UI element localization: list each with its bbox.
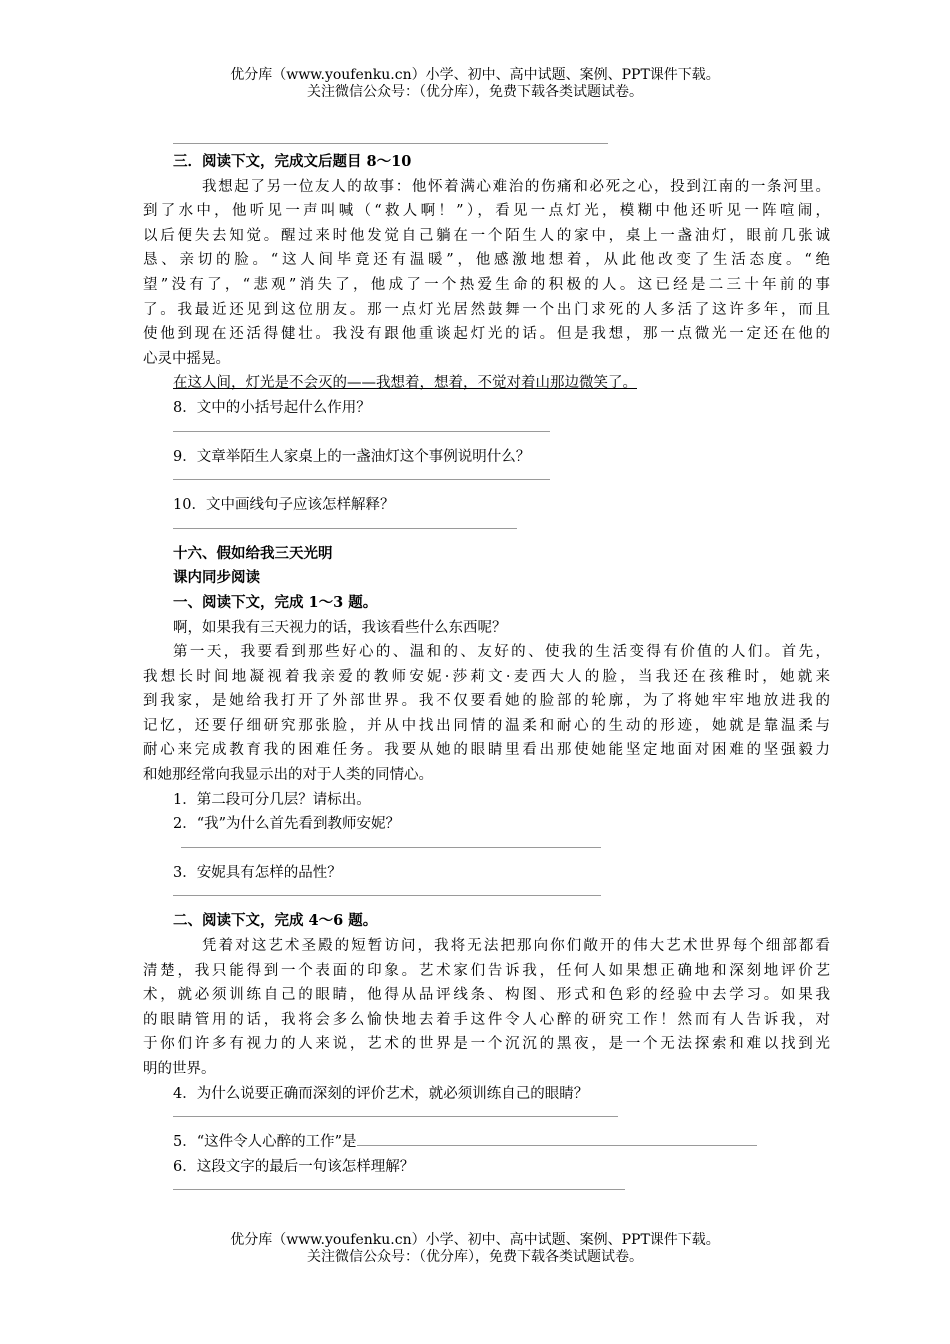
part2-line: 术，就必须训练自己的眼睛，他得从品评线条、构图、形式和色彩的经验中去学习。如果我 — [143, 987, 830, 1004]
question-5 — [173, 1130, 830, 1155]
question-10: 10．文中画线句子应该怎样解释？ — [173, 497, 395, 514]
part2-line: 明的世界。 — [143, 1061, 216, 1077]
part1-line: 到我家，是她给我打开了外部世界。我不仅要看她的脸部的轮廓，为了将她牢牢地放进我的 — [143, 693, 830, 710]
header-line-2: 关注微信公众号：（优分库），免费下载各类试题试卷。 — [307, 84, 643, 100]
question-8: 8．文中的小括号起什么作用？ — [173, 399, 371, 416]
part2-line: 的眼睛管用的话，我将会多么愉快地去着手这件令人心醉的研究工作！然而有人告诉我，对 — [143, 1011, 830, 1028]
section3-line: 望”没有了，“悲观”消失了，他成了一个热爱生命的积极的人。这已经是二三十年前的事 — [143, 276, 830, 293]
top-rule — [173, 143, 608, 144]
answer-line-8[interactable] — [173, 421, 550, 432]
section3-line: 了。我最近还见到这位朋友。那一点灯光居然鼓舞一个出门求死的人多活了这许多年，而且 — [143, 301, 830, 318]
answer-line-2[interactable] — [181, 837, 601, 848]
part1-line: 和她那经常向我显示出的对于人类的同情心。 — [143, 767, 433, 784]
question-6: 6．这段文字的最后一句该怎样理解？ — [173, 1158, 415, 1175]
main-content — [143, 150, 830, 1203]
question-5-text: 5．“这件令人心醉的工作”是 — [173, 1134, 357, 1151]
question-3: 3．安妮具有怎样的品性？ — [173, 864, 342, 881]
chapter-subtitle: 课内同步阅读 — [173, 569, 260, 587]
answer-line-9[interactable] — [173, 469, 550, 480]
question-9: 9．文章举陌生人家桌上的一盏油灯这个事例说明什么？ — [173, 448, 531, 465]
underlined-sentence: 在这人间，灯光是不会灭的——我想着，想着，不觉对着山那边微笑了。 — [173, 375, 637, 392]
part2-line: 清楚，我只能得到一个表面的印象。艺术家们告诉我，任何人如果想正确地和深刻地评价艺 — [143, 962, 830, 979]
question-1: 1．第二段可分几层？请标出。 — [173, 791, 371, 808]
page-footer — [0, 1232, 950, 1266]
answer-line-10[interactable] — [173, 518, 517, 529]
header-line-1: 优分库（www.youfenku.cn）小学、初中、高中试题、案例、PPT课件下载。 — [230, 67, 720, 83]
part1-line: 我想长时间地凝视着我亲爱的教师安妮·莎莉文·麦西大人的脸，当我还在孩稚时，她就来 — [143, 668, 830, 685]
section3-line: 心灵中摇晃。 — [143, 350, 230, 367]
part2-line: 于你们许多有视力的人来说，艺术的世界是一个沉沉的黑夜，是一个无法探索和难以找到光 — [143, 1036, 830, 1053]
footer-line-2: 关注微信公众号：（优分库），免费下载各类试题试卷。 — [307, 1249, 643, 1265]
section3-line: 使他到现在还活得健壮。我没有跟他重谈起灯光的话。但是我想，那一点微光一定还在他的 — [143, 326, 830, 343]
part1-line: 耐心来完成教育我的困难任务。我要从她的眼睛里看出那使她能坚定地面对困难的坚强毅力 — [143, 742, 830, 759]
part1-line: 记忆，还要仔细研究那张脸，并从中找出同情的温柔和耐心的生动的形迹，她就是靠温柔与 — [143, 717, 830, 734]
part2-heading: 二、阅读下文，完成 4～6 题。 — [173, 912, 378, 930]
page-header — [0, 67, 950, 101]
part1-line: 啊，如果我有三天视力的话，我该看些什么东西呢？ — [173, 619, 507, 636]
footer-line-1: 优分库（www.youfenku.cn）小学、初中、高中试题、案例、PPT课件下载。 — [230, 1232, 720, 1248]
part2-line: 凭着对这艺术圣殿的短暂访问，我将无法把那向你们敞开的伟大艺术世界每个细部都看 — [202, 938, 830, 955]
section3-line: 恳、亲切的脸。“这人间毕竟还有温暖”，他感激地想着，从此他改变了生活态度。“绝 — [143, 252, 830, 269]
part1-line: 第一天，我要看到那些好心的、温和的、友好的、使我的生活变得有价值的人们。首先， — [173, 644, 830, 661]
answer-line-4[interactable] — [173, 1106, 618, 1117]
answer-line-6[interactable] — [173, 1179, 625, 1190]
section3-line: 到了水中，他听见一声叫喊（“救人啊！”），看见一点灯光，模糊中他还听见一阵喧闹， — [143, 203, 830, 220]
answer-line-3[interactable] — [173, 885, 601, 896]
chapter-title: 十六、假如给我三天光明 — [173, 544, 333, 562]
question-4: 4．为什么说要正确而深刻的评价艺术，就必须训练自己的眼睛？ — [173, 1085, 589, 1102]
part1-heading: 一、阅读下文，完成 1～3 题。 — [173, 593, 378, 611]
section3-heading: 三．阅读下文，完成文后题目 8～10 — [173, 153, 412, 170]
section3-line: 我想起了另一位友人的故事：他怀着满心难治的伤痛和必死之心，投到江南的一条河里。 — [202, 178, 830, 195]
answer-blank-5[interactable] — [357, 1131, 757, 1146]
question-2: 2．“我”为什么首先看到教师安妮？ — [173, 816, 401, 833]
section3-line: 以后便失去知觉。醒过来时他发觉自己躺在一个陌生人的家中，桌上一盏油灯，眼前几张诚 — [143, 227, 830, 244]
